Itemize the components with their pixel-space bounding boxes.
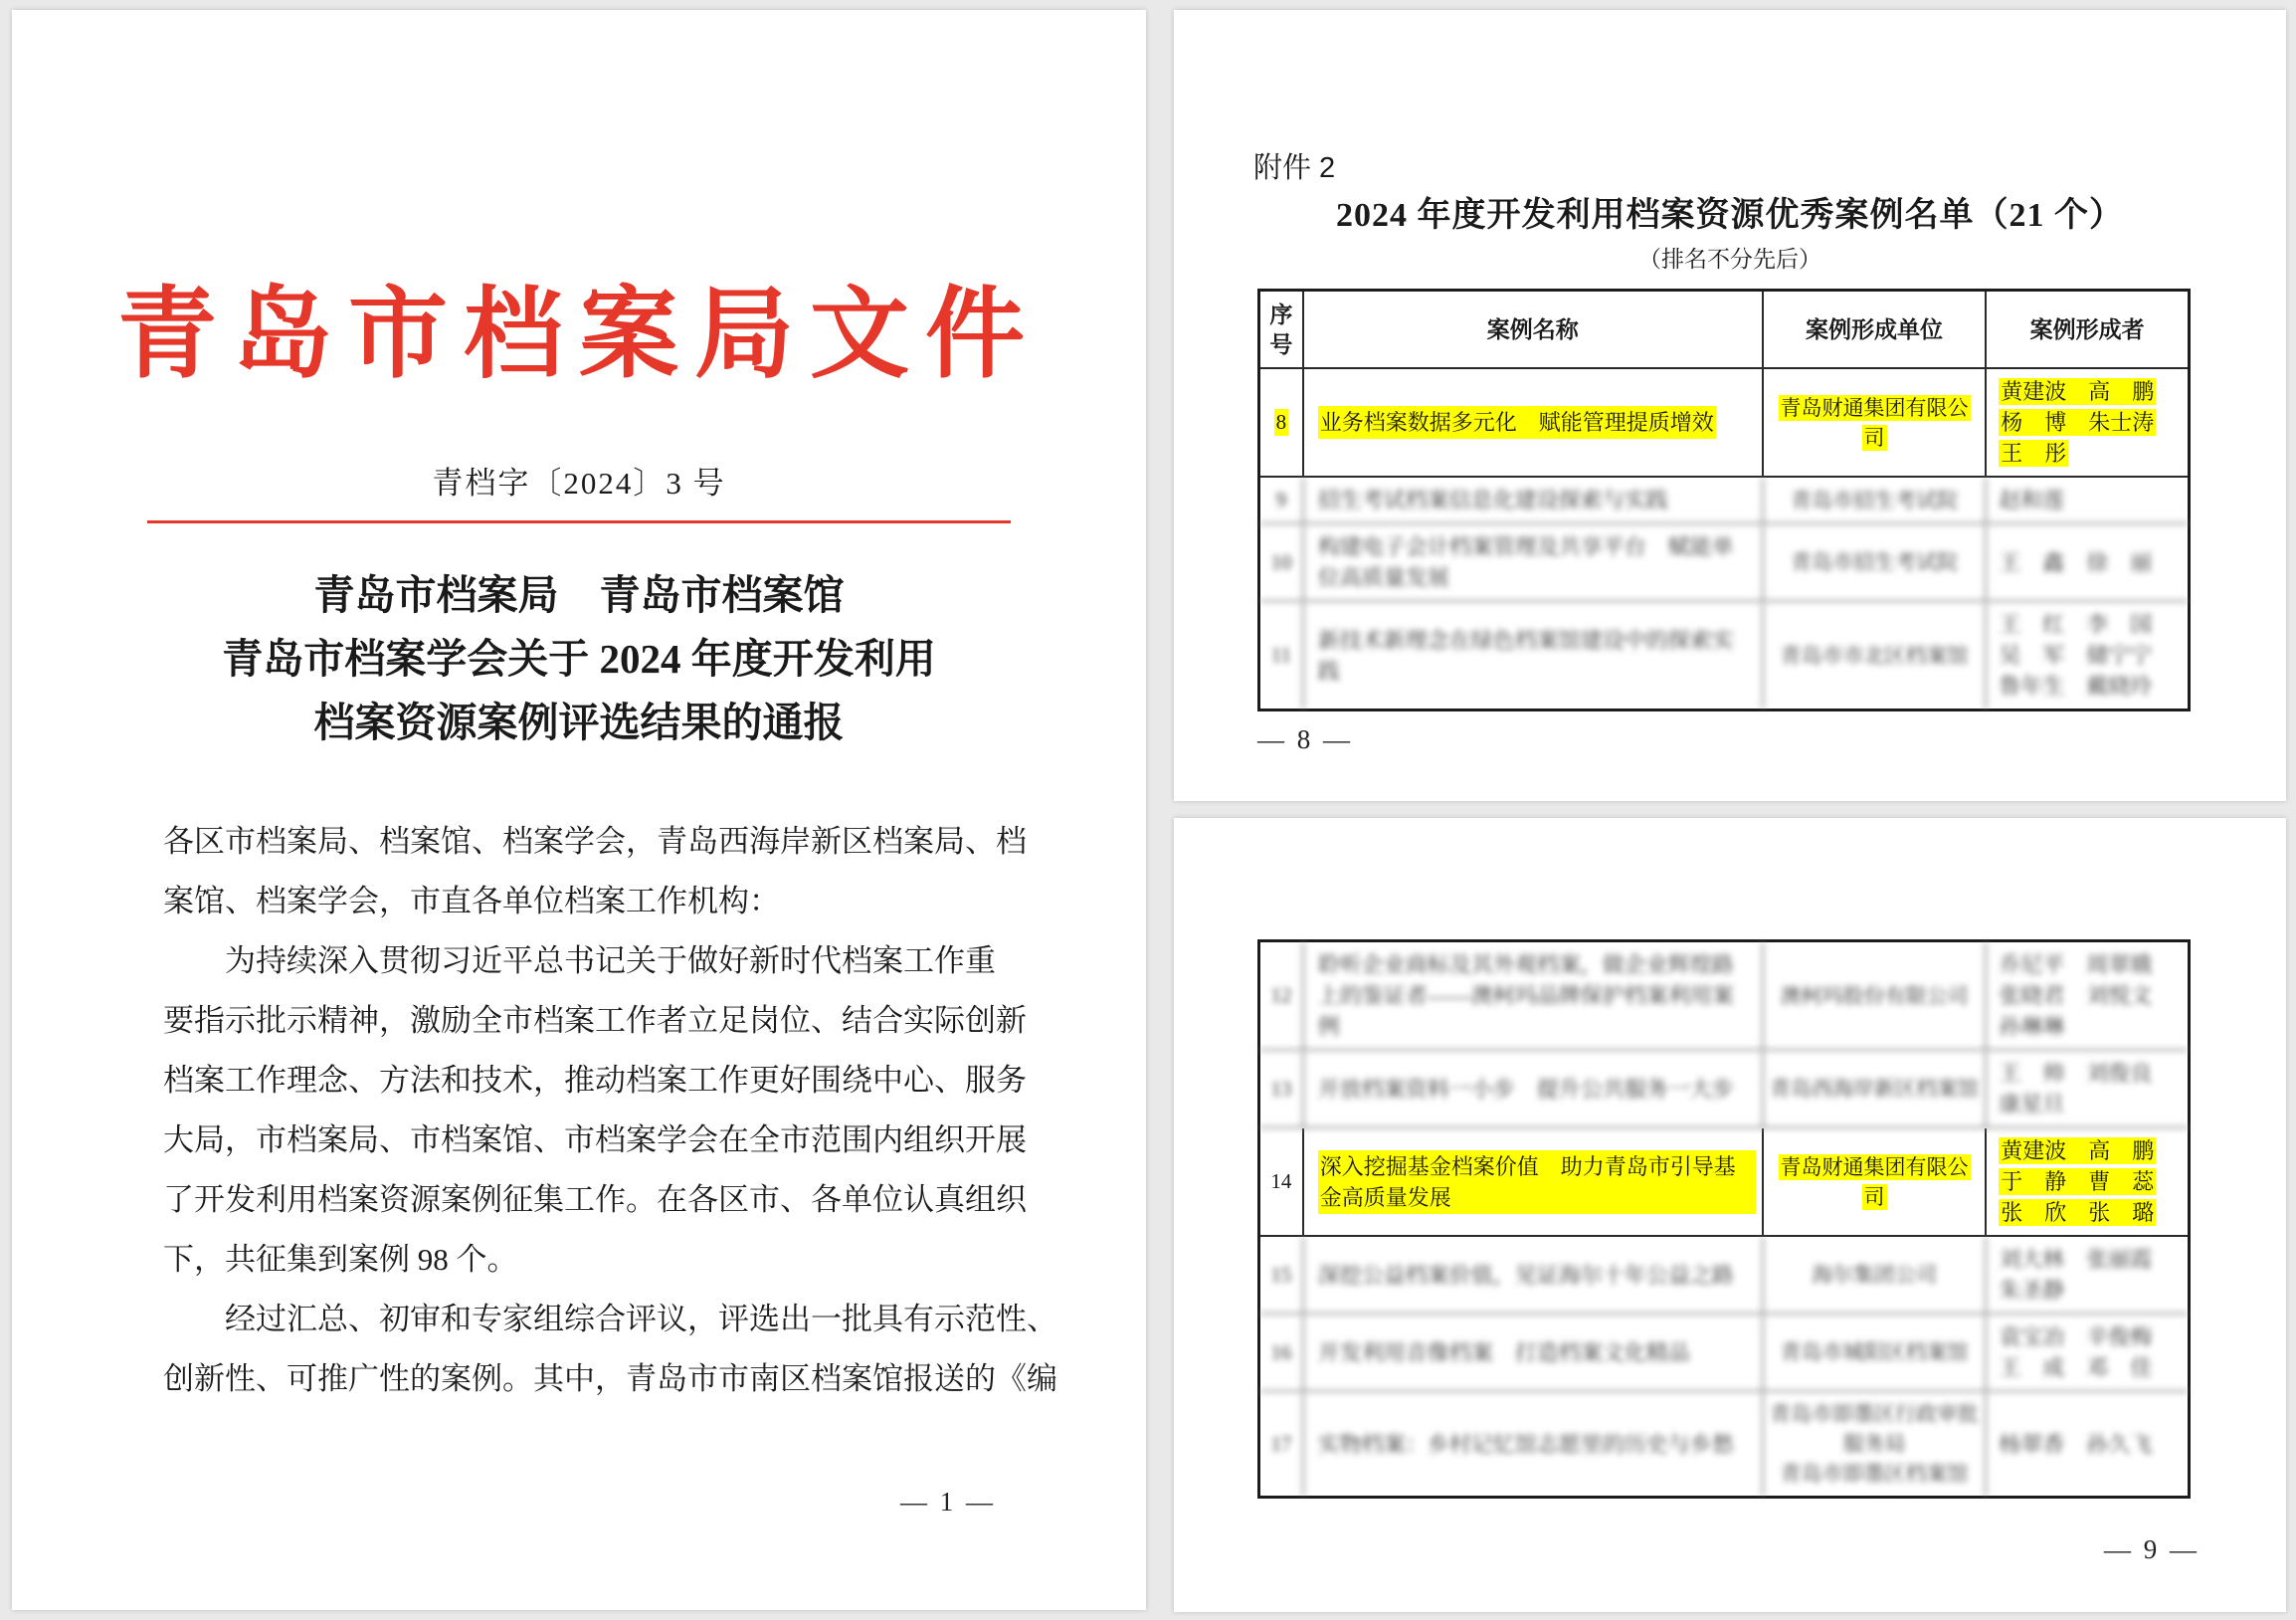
cell-serial-number: 9: [1260, 478, 1304, 522]
cell-case-authors: 赵和莲: [1999, 488, 2065, 512]
document-page-1: [12, 10, 1146, 1610]
cell-forming-unit: 海尔集团公司: [1764, 1237, 1988, 1313]
table-row-16: [1260, 1315, 2188, 1392]
body-text-line: 各区市档案局、档案馆、档案学会，青岛西海岸新区档案局、档: [163, 824, 1027, 859]
cell-forming-unit: 青岛市招生考试院: [1764, 478, 1988, 522]
cell-case-name: 开放档案资料一小步 提升公共服务一大步: [1304, 1051, 1764, 1126]
cell-case-name: 招生考试档案信息化建设探索与实践: [1304, 478, 1764, 522]
cell-case-authors: 杨翠香 孙久飞: [1999, 1431, 2153, 1457]
red-divider-line: [147, 520, 1011, 523]
cases-table-continued: [1257, 939, 2191, 1499]
cell-case-name: 新技术新理念在绿色档案馆建设中的探索实践: [1304, 602, 1764, 709]
cell-case-authors: 黄建波 高 鹏 于 静 曹 蕊 张 欣 张 璐: [2001, 1138, 2155, 1225]
cell-serial-number: 12: [1260, 942, 1304, 1049]
document-title: [12, 563, 1146, 754]
cell-forming-unit: 青岛西海岸新区档案馆: [1764, 1051, 1988, 1126]
body-text-line: 经过汇总、初审和专家组综合评议，评选出一批具有示范性、: [163, 1302, 1057, 1336]
column-header: 案例形成者: [2029, 316, 2145, 342]
body-text-line: 案馆、档案学会，市直各单位档案工作机构：: [163, 884, 780, 918]
cell-case-name: 业务档案数据多元化 赋能管理提质增效: [1304, 369, 1764, 476]
document-title-line: 青岛市档案学会关于 2024 年度开发利用: [222, 636, 936, 682]
cell-serial-number: 15: [1260, 1237, 1304, 1313]
attachment-table-subtitle: （排名不分先后）: [1638, 247, 1821, 272]
cell-forming-unit: 青岛财通集团有限公司: [1764, 1128, 1988, 1235]
attachment-label: 附件 2: [1253, 152, 1336, 184]
cell-forming-unit: 澳柯玛股份有限公司: [1764, 942, 1988, 1049]
cell-forming-unit: 青岛市城阳区档案馆: [1764, 1315, 1988, 1390]
cell-case-authors: 黄建波 高 鹏 杨 博 朱士涛 王 彤: [2001, 379, 2155, 466]
table-row-13: [1260, 1051, 2188, 1128]
cell-serial-number: 17: [1260, 1392, 1304, 1496]
body-text-line: 下，共征集到案例 98 个。: [163, 1242, 518, 1277]
page-number-8: — 8 —: [1257, 724, 1353, 754]
document-page-9: [1174, 818, 2286, 1612]
page-number-9: — 9 —: [2104, 1534, 2200, 1564]
cell-case-authors: 袁宝冶 辛俊梅 王 成 邓 佳: [1999, 1324, 2153, 1380]
cell-serial-number: 8: [1260, 369, 1304, 476]
cell-case-name: 深入挖掘基金档案价值 助力青岛市引导基金高质量发展: [1304, 1128, 1764, 1235]
column-header: 序号: [1260, 292, 1304, 367]
cell-serial-number: 11: [1260, 602, 1304, 709]
body-text-line: 了开发利用档案资源案例征集工作。在各区市、各单位认真组织: [163, 1182, 1027, 1217]
body-text-line: 档案工作理念、方法和技术，推动档案工作更好围绕中心、服务: [163, 1063, 1027, 1098]
table-row-10: [1260, 524, 2188, 602]
attachment-table-title: 2024 年度开发利用档案资源优秀案例名单（21 个）: [1336, 197, 2124, 234]
column-header: 案例名称: [1304, 292, 1764, 367]
cell-case-authors: 王 鑫 徐 丽: [1999, 549, 2153, 575]
cell-serial-number: 14: [1260, 1128, 1304, 1235]
cases-table-top: [1257, 289, 2191, 711]
cell-case-name: 构建电子会计档案管理及共享平台 赋能单位高质量发展: [1304, 524, 1764, 600]
cell-case-authors: 乔尼平 周翠娥 张晓君 刘悦文 孙琳琳: [1999, 952, 2153, 1039]
document-body: [163, 812, 1057, 1409]
table-row-15: [1260, 1237, 2188, 1315]
table-row-11: [1260, 602, 2188, 709]
cell-forming-unit: 青岛市招生考试院: [1764, 524, 1988, 600]
cell-forming-unit: 青岛市市北区档案馆: [1764, 602, 1988, 709]
table-row-12: [1260, 942, 2188, 1051]
page-number-1: — 1 —: [900, 1487, 996, 1517]
body-text-line: 大局，市档案局、市档案馆、市档案学会在全市范围内组织开展: [163, 1122, 1027, 1157]
document-page-8: [1174, 10, 2286, 801]
cell-serial-number: 10: [1260, 524, 1304, 600]
column-header: 案例形成单位: [1764, 292, 1988, 367]
cell-case-name: 实物档案：乡村记忆馆志愿里的历史与乡愁: [1304, 1392, 1764, 1496]
document-title-line: 青岛市档案局 青岛市档案馆: [313, 572, 845, 618]
table-header-row: [1260, 292, 2188, 369]
table-row-9: [1260, 478, 2188, 524]
document-title-line: 档案资源案例评选结果的通报: [313, 700, 845, 745]
cell-forming-unit: 青岛财通集团有限公司: [1764, 369, 1988, 476]
body-text-line: 创新性、可推广性的案例。其中，青岛市市南区档案馆报送的《编: [163, 1361, 1057, 1396]
document-number: 青档字〔2024〕3 号: [432, 466, 726, 501]
cell-case-name: 深挖公益档案价值，见证海尔十年公益之路: [1304, 1237, 1764, 1313]
cell-case-authors: 王 红 李 国 吴 军 储宁宁 鲁年生 戴晓玲: [1999, 612, 2153, 699]
cell-forming-unit: 青岛市即墨区行政审批服务局 青岛市即墨区档案馆: [1764, 1392, 1988, 1496]
cell-case-authors: 王 帅 刘俊良 康星旦: [1999, 1061, 2153, 1116]
letterhead-title: 青岛市档案局文件: [117, 280, 1041, 390]
table-row-17: [1260, 1392, 2188, 1496]
table-row-14: [1260, 1128, 2188, 1237]
body-text-line: 要指示批示精神，激励全市档案工作者立足岗位、结合实际创新: [163, 1003, 1027, 1038]
cell-case-authors: 刘大林 张丽霞 朱圣静: [1999, 1247, 2153, 1303]
body-text-line: 为持续深入贯彻习近平总书记关于做好新时代档案工作重: [163, 943, 996, 978]
cell-case-name: 开发利用音像档案 打造档案文化精品: [1304, 1315, 1764, 1390]
cell-serial-number: 13: [1260, 1051, 1304, 1126]
cell-serial-number: 16: [1260, 1315, 1304, 1390]
cell-case-name: 聆听企业商标及其外观档案，做企业辉煌路上的鉴证者——澳柯玛品牌保护档案利用案例: [1304, 942, 1764, 1049]
table-row-8: [1260, 369, 2188, 478]
